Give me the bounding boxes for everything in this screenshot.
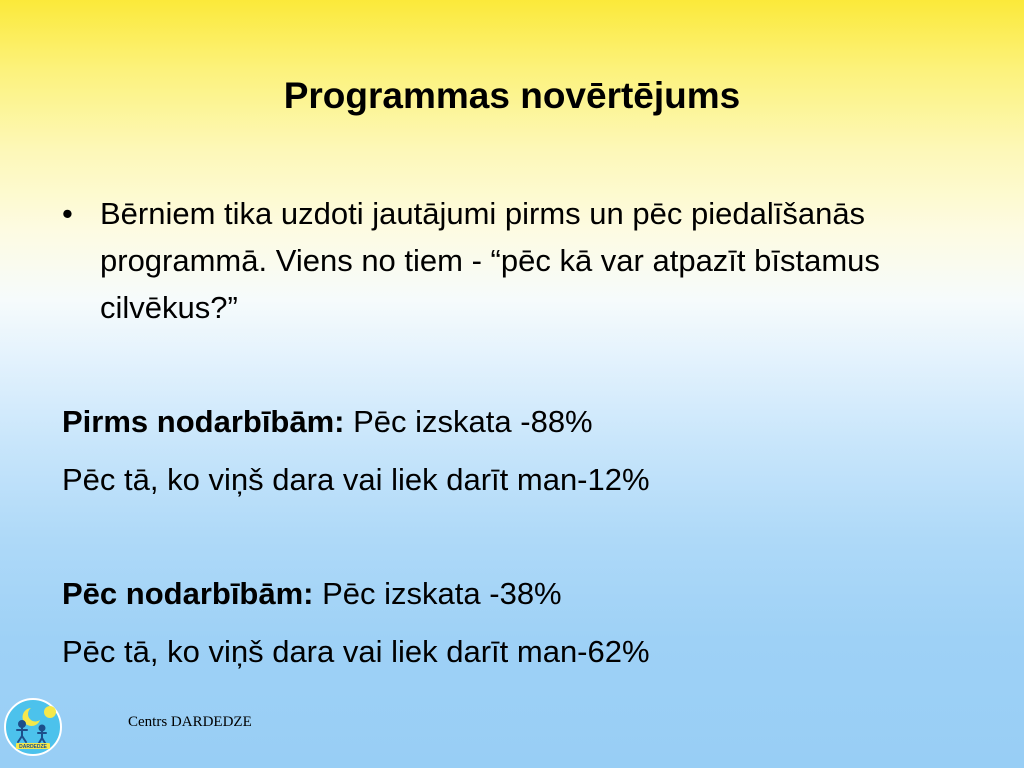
after-label: Pēc nodarbībām: bbox=[62, 576, 314, 611]
after-appearance-value: Pēc izskata -38% bbox=[322, 576, 562, 611]
before-appearance-line bbox=[62, 400, 593, 444]
bullet-dot: • bbox=[62, 196, 73, 231]
after-appearance-line bbox=[62, 572, 562, 616]
logo-sun bbox=[44, 706, 56, 718]
before-behavior-line: Pēc tā, ko viņš dara vai liek darīt man-12% bbox=[62, 462, 650, 497]
before-label: Pirms nodarbībām: bbox=[62, 404, 345, 439]
footer-organization: Centrs DARDEDZE bbox=[128, 714, 252, 730]
bullet-text: Bērniem tika uzdoti jautājumi pirms un pēc piedalīšanās programmā. Viens no tiem - “pēc kā var atpazīt bīstamus cilvēkus?” bbox=[100, 196, 880, 325]
dardedze-logo-icon bbox=[4, 698, 62, 756]
slide-title: Programmas novērtējums bbox=[283, 75, 741, 116]
question-bullet bbox=[62, 190, 942, 331]
before-appearance-value: Pēc izskata -88% bbox=[353, 404, 593, 439]
logo-text: DARDEDZE bbox=[19, 744, 47, 750]
after-behavior-line: Pēc tā, ko viņš dara vai liek darīt man-62% bbox=[62, 634, 650, 669]
